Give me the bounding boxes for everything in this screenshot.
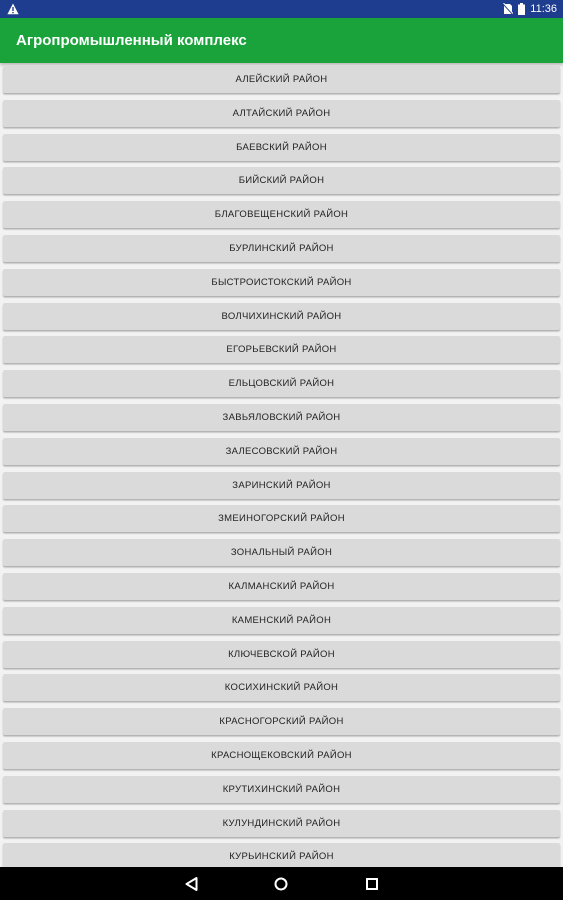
district-button[interactable]: БЛАГОВЕЩЕНСКИЙ РАЙОН bbox=[3, 201, 560, 228]
district-button[interactable]: КУРЬИНСКИЙ РАЙОН bbox=[3, 843, 560, 867]
district-button[interactable]: АЛТАЙСКИЙ РАЙОН bbox=[3, 100, 560, 127]
district-button[interactable]: ЗАВЬЯЛОВСКИЙ РАЙОН bbox=[3, 404, 560, 431]
status-icons bbox=[503, 0, 557, 18]
district-button[interactable]: ЕГОРЬЕВСКИЙ РАЙОН bbox=[3, 336, 560, 363]
district-button[interactable]: ЗАЛЕСОВСКИЙ РАЙОН bbox=[3, 438, 560, 465]
district-button[interactable]: БАЕВСКИЙ РАЙОН bbox=[3, 134, 560, 161]
navigation-bar bbox=[0, 867, 563, 900]
district-button[interactable]: ЗОНАЛЬНЫЙ РАЙОН bbox=[3, 539, 560, 566]
recents-icon[interactable] bbox=[363, 875, 381, 893]
district-button[interactable]: КРАСНОЩЕКОВСКИЙ РАЙОН bbox=[3, 742, 560, 769]
district-button[interactable]: ВОЛЧИХИНСКИЙ РАЙОН bbox=[3, 303, 560, 330]
district-button[interactable]: КУЛУНДИНСКИЙ РАЙОН bbox=[3, 810, 560, 837]
district-button[interactable]: КЛЮЧЕВСКОЙ РАЙОН bbox=[3, 641, 560, 668]
district-button[interactable]: БЫСТРОИСТОКСКИЙ РАЙОН bbox=[3, 269, 560, 296]
district-button[interactable]: КРУТИХИНСКИЙ РАЙОН bbox=[3, 776, 560, 803]
district-button[interactable]: ЗАРИНСКИЙ РАЙОН bbox=[3, 472, 560, 499]
app-bar bbox=[0, 18, 563, 63]
status-bar bbox=[0, 0, 563, 18]
status-time: 11:36 bbox=[530, 3, 557, 15]
battery-icon bbox=[518, 3, 525, 15]
district-button[interactable]: ЗМЕИНОГОРСКИЙ РАЙОН bbox=[3, 505, 560, 532]
district-button[interactable]: КАМЕНСКИЙ РАЙОН bbox=[3, 607, 560, 634]
district-button[interactable]: БУРЛИНСКИЙ РАЙОН bbox=[3, 235, 560, 262]
sim-off-icon bbox=[503, 3, 513, 15]
district-button[interactable]: ЕЛЬЦОВСКИЙ РАЙОН bbox=[3, 370, 560, 397]
home-icon[interactable] bbox=[272, 875, 290, 893]
page-title: Агропромышленный комплекс bbox=[16, 32, 247, 49]
district-button[interactable]: КОСИХИНСКИЙ РАЙОН bbox=[3, 674, 560, 701]
district-button[interactable]: БИЙСКИЙ РАЙОН bbox=[3, 167, 560, 194]
district-list[interactable] bbox=[0, 63, 563, 867]
warning-icon bbox=[7, 3, 19, 15]
back-icon[interactable] bbox=[183, 875, 201, 893]
district-button[interactable]: КРАСНОГОРСКИЙ РАЙОН bbox=[3, 708, 560, 735]
district-button[interactable]: АЛЕЙСКИЙ РАЙОН bbox=[3, 66, 560, 93]
district-button[interactable]: КАЛМАНСКИЙ РАЙОН bbox=[3, 573, 560, 600]
